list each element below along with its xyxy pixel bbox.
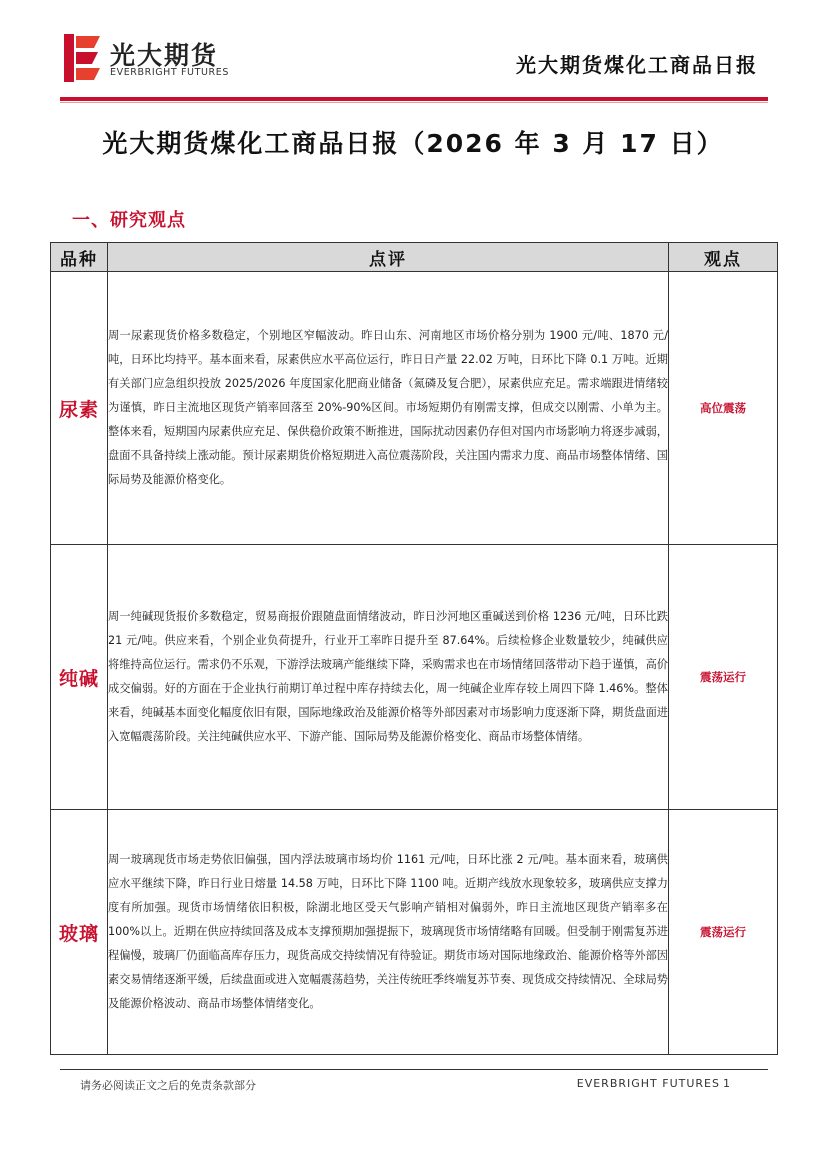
footer-disclaimer: 请务必阅读正文之后的免责条款部分 [80,1079,256,1092]
logo-en-text: EVERBRIGHT FUTURES [110,67,229,78]
view-cell: 高位震荡 [669,272,778,545]
table-row [51,810,778,1055]
header-view: 观点 [669,243,778,272]
comment-cell: 周一纯碱现货报价多数稳定，贸易商报价跟随盘面情绪波动，昨日沙河地区重碱送到价格 1236 元/吨，日环比跌 21 元/吨。供应来看，个别企业负荷提升，行业开工率昨日提升至 87.64%。后续检修企业数量较少，纯碱供应将维持高位运行。需求仍不乐观，下游浮法玻璃产能继续下降，采购需求也在市场情绪回落带动下趋于谨慎，高价成交偏弱。好的方面在于企业执行前期订单过程中库存持续去化，周一纯碱企业库存较上周四下降 1.46%。整体来看，纯碱基本面变化幅度依旧有限，国际地缘政治及能源价格等外部因素对市场影响力度逐渐下降，期货盘面进入宽幅震荡阶段。关注纯碱供应水平、下游产能、国际局势及能源价格变化、商品市场整体情绪。 [108,545,669,810]
table-row [51,545,778,810]
section-heading: 一、研究观点 [72,210,186,231]
category-cell: 玻璃 [51,810,108,1055]
comment-cell: 周一玻璃现货市场走势依旧偏强，国内浮法玻璃市场均价 1161 元/吨，日环比涨 2 元/吨。基本面来看，玻璃供应水平继续下降，昨日行业日熔量 14.58 万吨，日环比下降 1100 吨。近期产线放水现象较多，玻璃供应支撑力度有所加强。现货市场情绪依旧积极，除湖北地区受天气影响产销相对偏弱外，昨日主流地区现货产销率多在 100%以上。近期在供应持续回落及成本支撑预期加强提振下，玻璃现货市场情绪略有回暖。但受制于刚需复苏进程偏慢，玻璃厂仍面临高库存压力，现货高成交持续情况有待验证。期货市场对国际地缘政治、能源价格等外部因素交易情绪逐渐平缓，后续盘面或进入宽幅震荡趋势，关注传统旺季终端复苏节奏、现货成交持续情况、全球局势及能源价格波动、商品市场整体情绪变化。 [108,810,669,1055]
comment-cell: 周一尿素现货价格多数稳定，个别地区窄幅波动。昨日山东、河南地区市场价格分别为 1900 元/吨、1870 元/吨，日环比均持平。基本面来看，尿素供应水平高位运行，昨日日产量 22.02 万吨，日环比下降 0.1 万吨。近期有关部门应急组织投放 2025/2026 年度国家化肥商业储备（氮磷及复合肥），尿素供应充足。需求端跟进情绪较为谨慎，昨日主流地区现货产销率回落至 20%-90%区间。市场短期仍有刚需支撑，但成交以刚需、小单为主。整体来看，短期国内尿素供应充足、保供稳价政策不断推进，国际扰动因素仍存但对国内市场影响力将逐步减弱，盘面不具备持续上涨动能。预计尿素期货价格短期进入高位震荡阶段，关注国内需求力度、商品市场整体情绪、国际局势及能源价格变化。 [108,272,669,545]
header-category: 品种 [51,243,108,272]
header-divider-thin [60,102,768,103]
report-title: 光大期货煤化工商品日报（2026 年 3 月 17 日） [102,129,724,158]
category-cell: 纯碱 [51,545,108,810]
header-title: 光大期货煤化工商品日报 [516,53,758,77]
company-logo [64,34,264,84]
header-comment: 点评 [108,243,669,272]
view-cell: 震荡运行 [669,810,778,1055]
footer-divider [60,1069,768,1070]
footer-brand: EVERBRIGHT FUTURES [576,1077,720,1090]
research-view-table [50,242,778,1055]
page-number: 1 [723,1077,730,1090]
table-row [51,272,778,545]
table-header-row [51,243,778,272]
category-cell: 尿素 [51,272,108,545]
view-cell: 震荡运行 [669,545,778,810]
header-divider [60,97,768,101]
logo-cn-text: 光大期货 [110,41,219,70]
logo-mark-icon [64,34,102,82]
